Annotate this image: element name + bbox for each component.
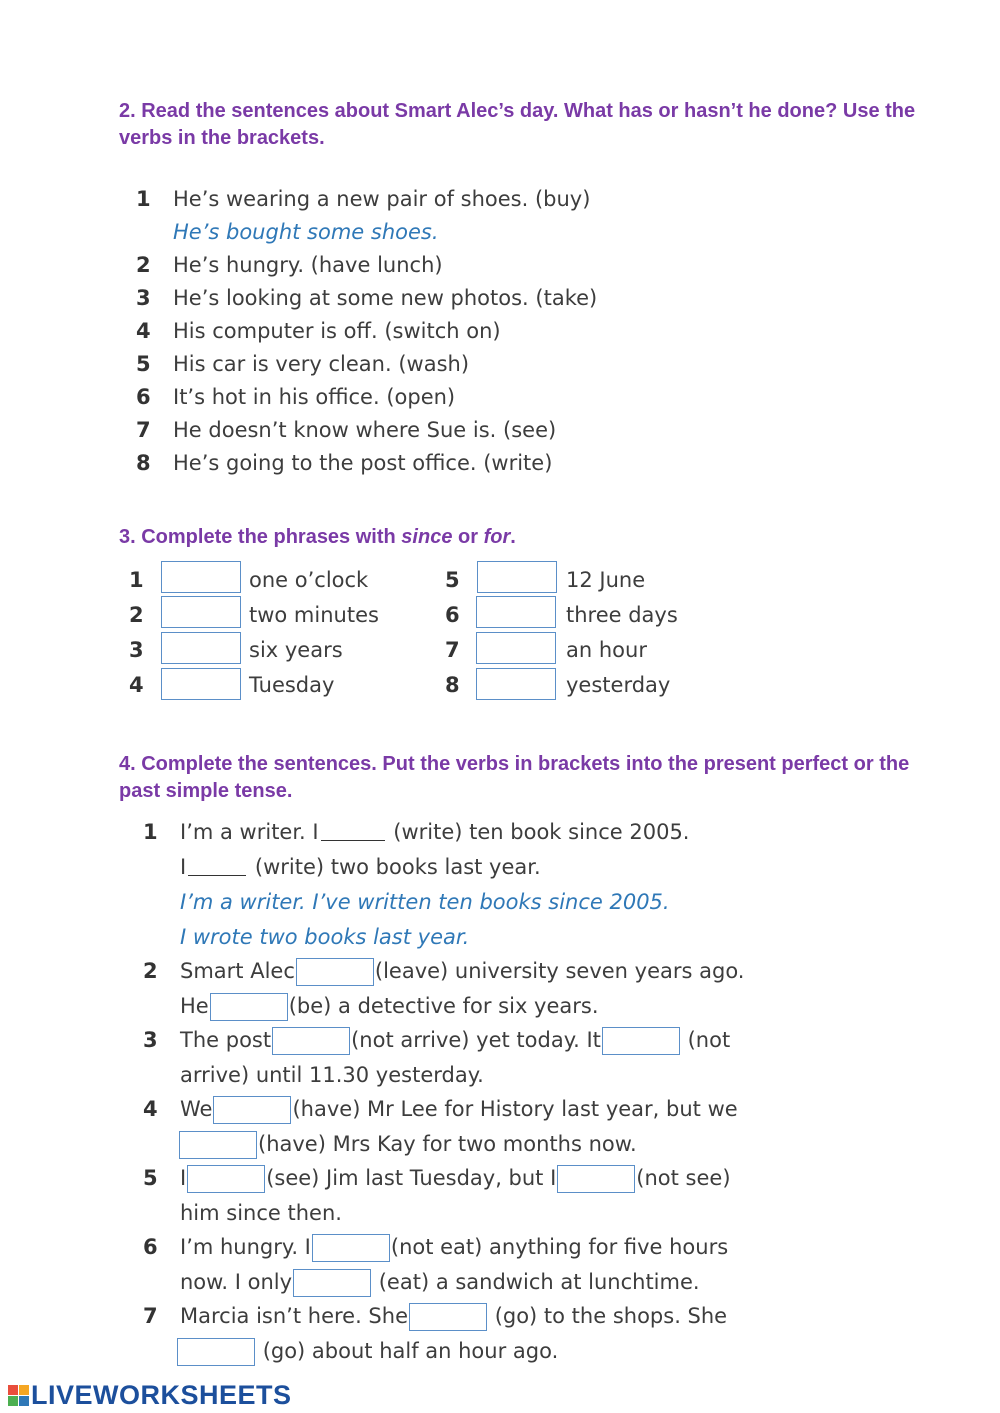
answer-box[interactable] <box>210 993 288 1021</box>
question-line: arrive) until 11.30 yesterday. <box>180 1063 484 1087</box>
text: now. I only <box>180 1270 293 1294</box>
text: (see) Jim last Tuesday, but I <box>266 1166 557 1190</box>
text: I’m hungry. I <box>180 1235 311 1259</box>
logo-square <box>19 1396 29 1406</box>
item-number: 4 <box>136 319 151 343</box>
answer-box[interactable] <box>557 1165 635 1193</box>
sentence: He’s wearing a new pair of shoes. (buy) <box>173 187 591 211</box>
text: (write) two books last year. <box>254 855 541 879</box>
answer-box[interactable] <box>312 1234 390 1262</box>
text: I <box>180 855 187 879</box>
answer-box[interactable] <box>477 561 557 593</box>
question-line <box>176 1337 558 1366</box>
logo-square <box>19 1385 29 1395</box>
item-number: 2 <box>129 603 144 627</box>
item-number: 6 <box>136 385 151 409</box>
text: (not eat) anything for five hours <box>390 1235 729 1259</box>
text: I <box>180 1166 187 1190</box>
item-number: 3 <box>129 638 144 662</box>
text: (write) ten book since 2005. <box>393 820 690 844</box>
item-number: 3 <box>143 1028 158 1052</box>
sentence: His computer is off. (switch on) <box>173 319 501 343</box>
text: (eat) a sandwich at lunchtime. <box>378 1270 700 1294</box>
item-number: 1 <box>129 568 144 592</box>
sentence: It’s hot in his office. (open) <box>173 385 456 409</box>
sentence: His car is very clean. (wash) <box>173 352 470 376</box>
text: (not <box>687 1028 731 1052</box>
answer-box[interactable] <box>161 561 241 593</box>
logo-mark-icon <box>8 1385 29 1406</box>
example-answer: He’s bought some shoes. <box>173 220 439 244</box>
item-number: 1 <box>143 820 158 844</box>
answer-box[interactable] <box>179 1131 257 1159</box>
phrase: three days <box>566 603 678 627</box>
sentence: He’s looking at some new photos. (take) <box>173 286 598 310</box>
answer-box[interactable] <box>476 632 556 664</box>
item-number: 3 <box>136 286 151 310</box>
answer-box[interactable] <box>213 1096 291 1124</box>
heading-text: 3. Complete the phrases with <box>119 526 402 548</box>
section-2-heading: 2. Read the sentences about Smart Alec’s day. What has or hasn’t he done? Use the verbs in the brackets. <box>119 100 916 149</box>
item-number: 5 <box>143 1166 158 1190</box>
keyword-since: since <box>401 526 453 548</box>
question-line <box>180 1164 731 1193</box>
item-number: 2 <box>136 253 151 277</box>
answer-box[interactable] <box>476 596 556 628</box>
liveworksheets-logo[interactable] <box>8 1380 292 1410</box>
sentence: He doesn’t know where Sue is. (see) <box>173 418 557 442</box>
answer-box[interactable] <box>161 632 241 664</box>
item-number: 6 <box>143 1235 158 1259</box>
text: We <box>180 1097 213 1121</box>
text: The post <box>180 1028 272 1052</box>
logo-text: LIVEWORKSHEETS <box>31 1379 292 1410</box>
heading-text: or <box>452 526 484 548</box>
example-sentence <box>180 853 541 881</box>
logo-square <box>8 1396 18 1406</box>
answer-box[interactable] <box>272 1027 350 1055</box>
phrase: an hour <box>566 638 647 662</box>
item-number: 4 <box>129 673 144 697</box>
answer-box[interactable] <box>409 1303 487 1331</box>
phrase: one o’clock <box>249 568 369 592</box>
item-number: 2 <box>143 959 158 983</box>
item-number: 8 <box>136 451 151 475</box>
phrase: 12 June <box>566 568 646 592</box>
text: I’m a writer. I <box>180 820 319 844</box>
section-4-heading: 4. Complete the sentences. Put the verbs in brackets into the present perfect or the past simple tense. <box>119 753 910 802</box>
item-number: 5 <box>136 352 151 376</box>
text: (have) Mrs Kay for two months now. <box>258 1132 637 1156</box>
text: (leave) university seven years ago. <box>374 959 745 983</box>
phrase: two minutes <box>249 603 379 627</box>
item-number: 4 <box>143 1097 158 1121</box>
section-3-heading <box>119 524 919 551</box>
question-line <box>180 1302 727 1331</box>
example-sentence <box>180 818 690 846</box>
text: (be) a detective for six years. <box>288 994 599 1018</box>
blank-line <box>321 822 385 841</box>
question-line <box>180 1233 728 1262</box>
phrase: yesterday <box>566 673 671 697</box>
item-number: 7 <box>136 418 151 442</box>
phrase: six years <box>249 638 343 662</box>
answer-box[interactable] <box>296 958 374 986</box>
blank-line <box>188 857 246 876</box>
sentence: He’s going to the post office. (write) <box>173 451 553 475</box>
item-number: 6 <box>445 603 460 627</box>
answer-box[interactable] <box>161 668 241 700</box>
answer-box[interactable] <box>476 668 556 700</box>
question-line <box>180 957 744 986</box>
answer-box[interactable] <box>161 596 241 628</box>
answer-box[interactable] <box>293 1269 371 1297</box>
example-answer: I wrote two books last year. <box>180 925 470 949</box>
item-number: 7 <box>445 638 460 662</box>
heading-text: . <box>510 526 516 548</box>
text: Smart Alec <box>180 959 295 983</box>
question-line <box>180 1095 738 1124</box>
question-line <box>180 1026 730 1055</box>
text: (not see) <box>636 1166 731 1190</box>
text: (go) about half an hour ago. <box>262 1339 559 1363</box>
keyword-for: for <box>483 526 511 548</box>
answer-box[interactable] <box>602 1027 680 1055</box>
answer-box[interactable] <box>187 1165 265 1193</box>
question-line <box>178 1130 637 1159</box>
text: (not arrive) yet today. It <box>351 1028 601 1052</box>
logo-square <box>8 1385 18 1395</box>
example-answer: I’m a writer. I’ve written ten books since 2005. <box>180 890 670 914</box>
text: He <box>180 994 209 1018</box>
answer-box[interactable] <box>177 1338 255 1366</box>
sentence: He’s hungry. (have lunch) <box>173 253 443 277</box>
phrase: Tuesday <box>249 673 335 697</box>
item-number: 7 <box>143 1304 158 1328</box>
text: (have) Mr Lee for History last year, but we <box>292 1097 738 1121</box>
item-number: 1 <box>136 187 151 211</box>
question-line <box>180 1268 700 1297</box>
question-line <box>180 992 599 1021</box>
text: Marcia isn’t here. She <box>180 1304 408 1328</box>
item-number: 8 <box>445 673 460 697</box>
text: (go) to the shops. She <box>494 1304 728 1328</box>
item-number: 5 <box>445 568 460 592</box>
question-line: him since then. <box>180 1201 342 1225</box>
